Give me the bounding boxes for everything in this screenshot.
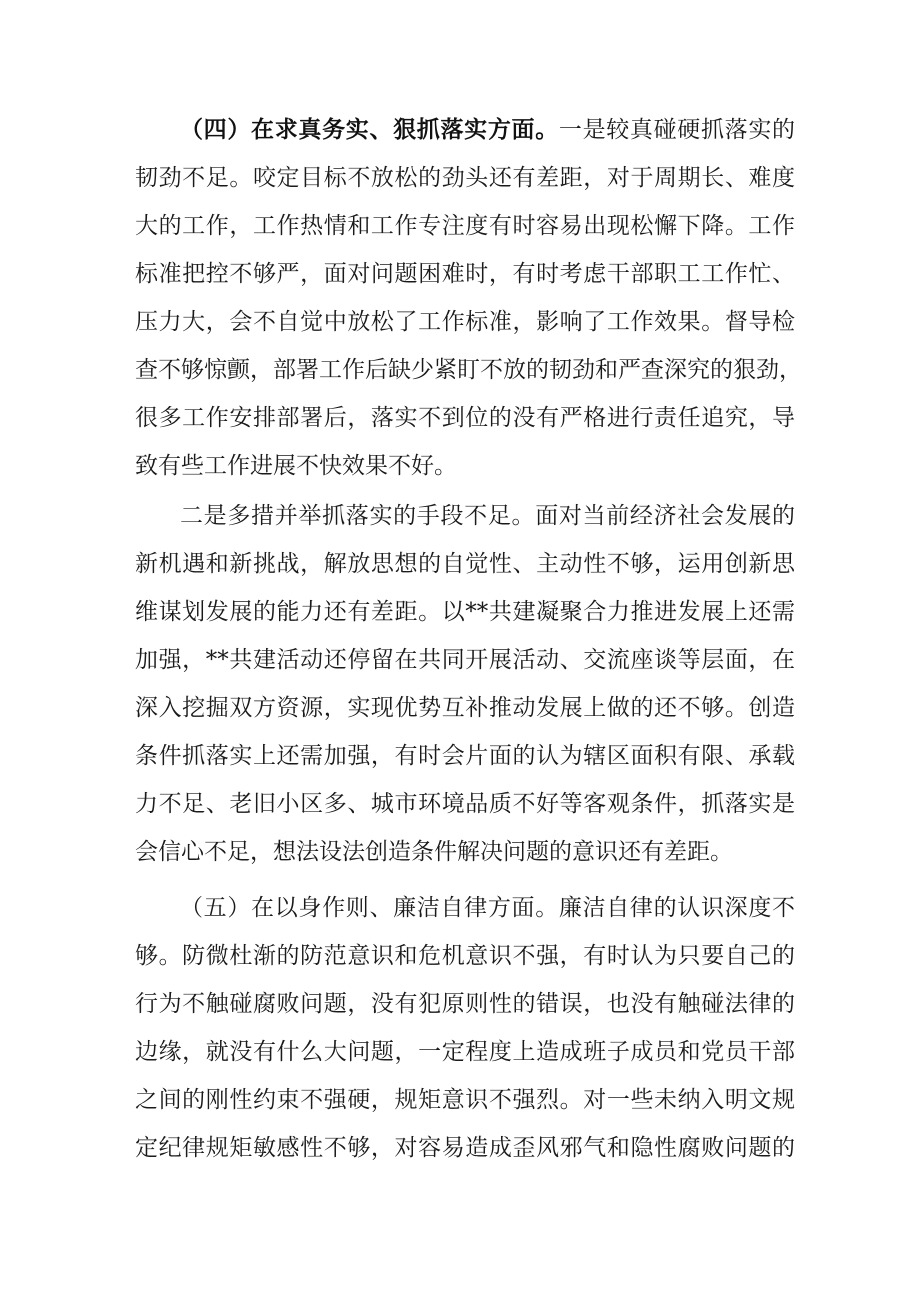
paragraph-2-line-1: 二是多措并举抓落实的手段不足。面对当前经济社会发展的: [180, 503, 795, 529]
paragraph-3-line-6: 定纪律规矩敏感性不够，对容易造成歪风邪气和隐性腐败问题的: [135, 1135, 795, 1161]
paragraph-3-line-5: 之间的刚性约束不强硬，规矩意识不强烈。对一些未纳入明文规: [135, 1087, 795, 1113]
paragraph-1-line-6: 查不够惊颤，部署工作后缺少紧盯不放的韧劲和严查深究的狠劲，: [135, 357, 802, 383]
paragraph-2-line-7: 力不足、老旧小区多、城市环境品质不好等客观条件，抓落实是: [135, 791, 795, 817]
paragraph-text: 一是较真碰硬抓落实的: [558, 117, 796, 143]
paragraph-2-line-2: 新机遇和新挑战，解放思想的自觉性、主动性不够，运用创新思: [135, 551, 795, 577]
paragraph-1-line-3: 大的工作，工作热情和工作专注度有时容易出现松懈下降。工作: [135, 213, 795, 239]
paragraph-1-line-1: [180, 110, 795, 150]
paragraph-1-line-8: 致有些工作进展不快效果不好。: [135, 453, 457, 479]
paragraph-1-line-7: 很多工作安排部署后，落实不到位的没有严格进行责任追究，导: [135, 405, 795, 431]
section-heading-four: （四）在求真务实、狠抓落实方面。: [180, 117, 559, 143]
paragraph-2-line-6: 条件抓落实上还需加强，有时会片面的认为辖区面积有限、承载: [135, 743, 795, 769]
paragraph-2-line-3: 维谋划发展的能力还有差距。以**共建凝聚合力推进发展上还需: [135, 599, 795, 625]
paragraph-2-line-8: 会信心不足，想法设法创造条件解决问题的意识还有差距。: [135, 839, 733, 865]
paragraph-3-line-1: （五）在以身作则、廉洁自律方面。廉洁自律的认识深度不: [180, 895, 795, 921]
paragraph-3-line-2: 够。防微杜渐的防范意识和危机意识不强，有时认为只要自己的: [135, 943, 795, 969]
paragraph-1-line-2: 韧劲不足。咬定目标不放松的劲头还有差距，对于周期长、难度: [135, 165, 795, 191]
paragraph-1-line-5: 压力大，会不自觉中放松了工作标准，影响了工作效果。督导检: [135, 309, 795, 335]
paragraph-3-line-3: 行为不触碰腐败问题，没有犯原则性的错误，也没有触碰法律的: [135, 991, 795, 1017]
paragraph-2-line-4: 加强，**共建活动还停留在共同开展活动、交流座谈等层面，在: [135, 647, 795, 673]
paragraph-3-line-4: 边缘，就没有什么大问题，一定程度上造成班子成员和党员干部: [135, 1039, 795, 1065]
paragraph-2-line-5: 深入挖掘双方资源，实现优势互补推动发展上做的还不够。创造: [135, 695, 795, 721]
paragraph-1-line-4: 标准把控不够严，面对问题困难时，有时考虑干部职工工作忙、: [135, 261, 795, 287]
